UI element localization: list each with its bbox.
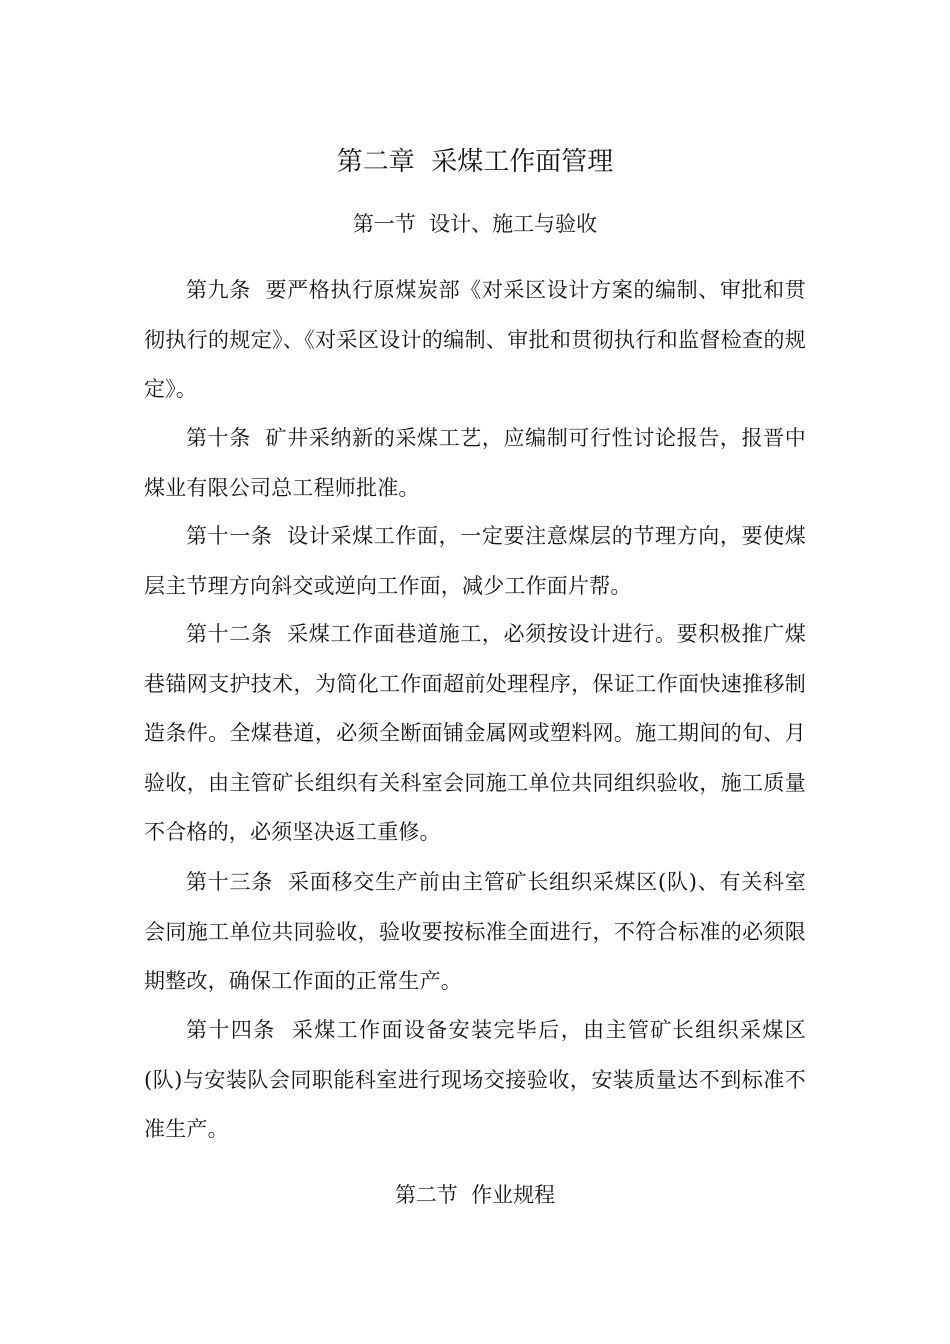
article-label: 第十四条 [186, 1018, 292, 1042]
article-label: 第十三条 [186, 870, 288, 894]
article-12 [144, 610, 806, 858]
article-label: 第九条 [186, 278, 266, 302]
article-13 [144, 858, 806, 1007]
chapter-title: 第二章 采煤工作面管理 [336, 147, 614, 177]
article-text: 要严格执行原煤炭部《对采区设计方案的编制、审批和贯彻执行的规定》、《对采区设计的编制、审批和贯彻执行和监督检查的规定》。 [144, 278, 806, 401]
article-11 [144, 512, 806, 611]
article-label: 第十条 [186, 426, 266, 450]
article-text: 设计采煤工作面，一定要注意煤层的节理方向，要使煤层主节理方向斜交或逆向工作面，减少工作面片帮。 [144, 524, 806, 598]
article-label: 第十二条 [186, 622, 288, 646]
section-title-1: 第一节 设计、施工与验收 [352, 212, 598, 236]
article-14 [144, 1006, 806, 1155]
article-9 [144, 266, 806, 415]
article-text: 采面移交生产前由主管矿长组织采煤区(队)、有关科室会同施工单位共同验收，验收要按标准全面进行，不符合标准的必须限期整改，确保工作面的正常生产。 [144, 870, 806, 993]
section-title-2: 第二节 作业规程 [394, 1183, 556, 1207]
article-text: 采煤工作面巷道施工，必须按设计进行。要积极推广煤巷锚网支护技术，为简化工作面超前处理程序，保证工作面快速推移制造条件。全煤巷道，必须全断面铺金属网或塑料网。施工期间的旬、月验收，由主管矿长组织有关科室会同施工单位共同组织验收，施工质量不合格的，必须坚决返工重修。 [144, 622, 806, 844]
article-text: 采煤工作面设备安装完毕后，由主管矿长组织采煤区(队)与安装队会同职能科室进行现场交接验收，安装质量达不到标准不准生产。 [144, 1018, 806, 1141]
article-text: 矿井采纳新的采煤工艺，应编制可行性讨论报告，报晋中煤业有限公司总工程师批准。 [144, 426, 806, 500]
article-10 [144, 414, 806, 513]
article-label: 第十一条 [186, 524, 288, 548]
